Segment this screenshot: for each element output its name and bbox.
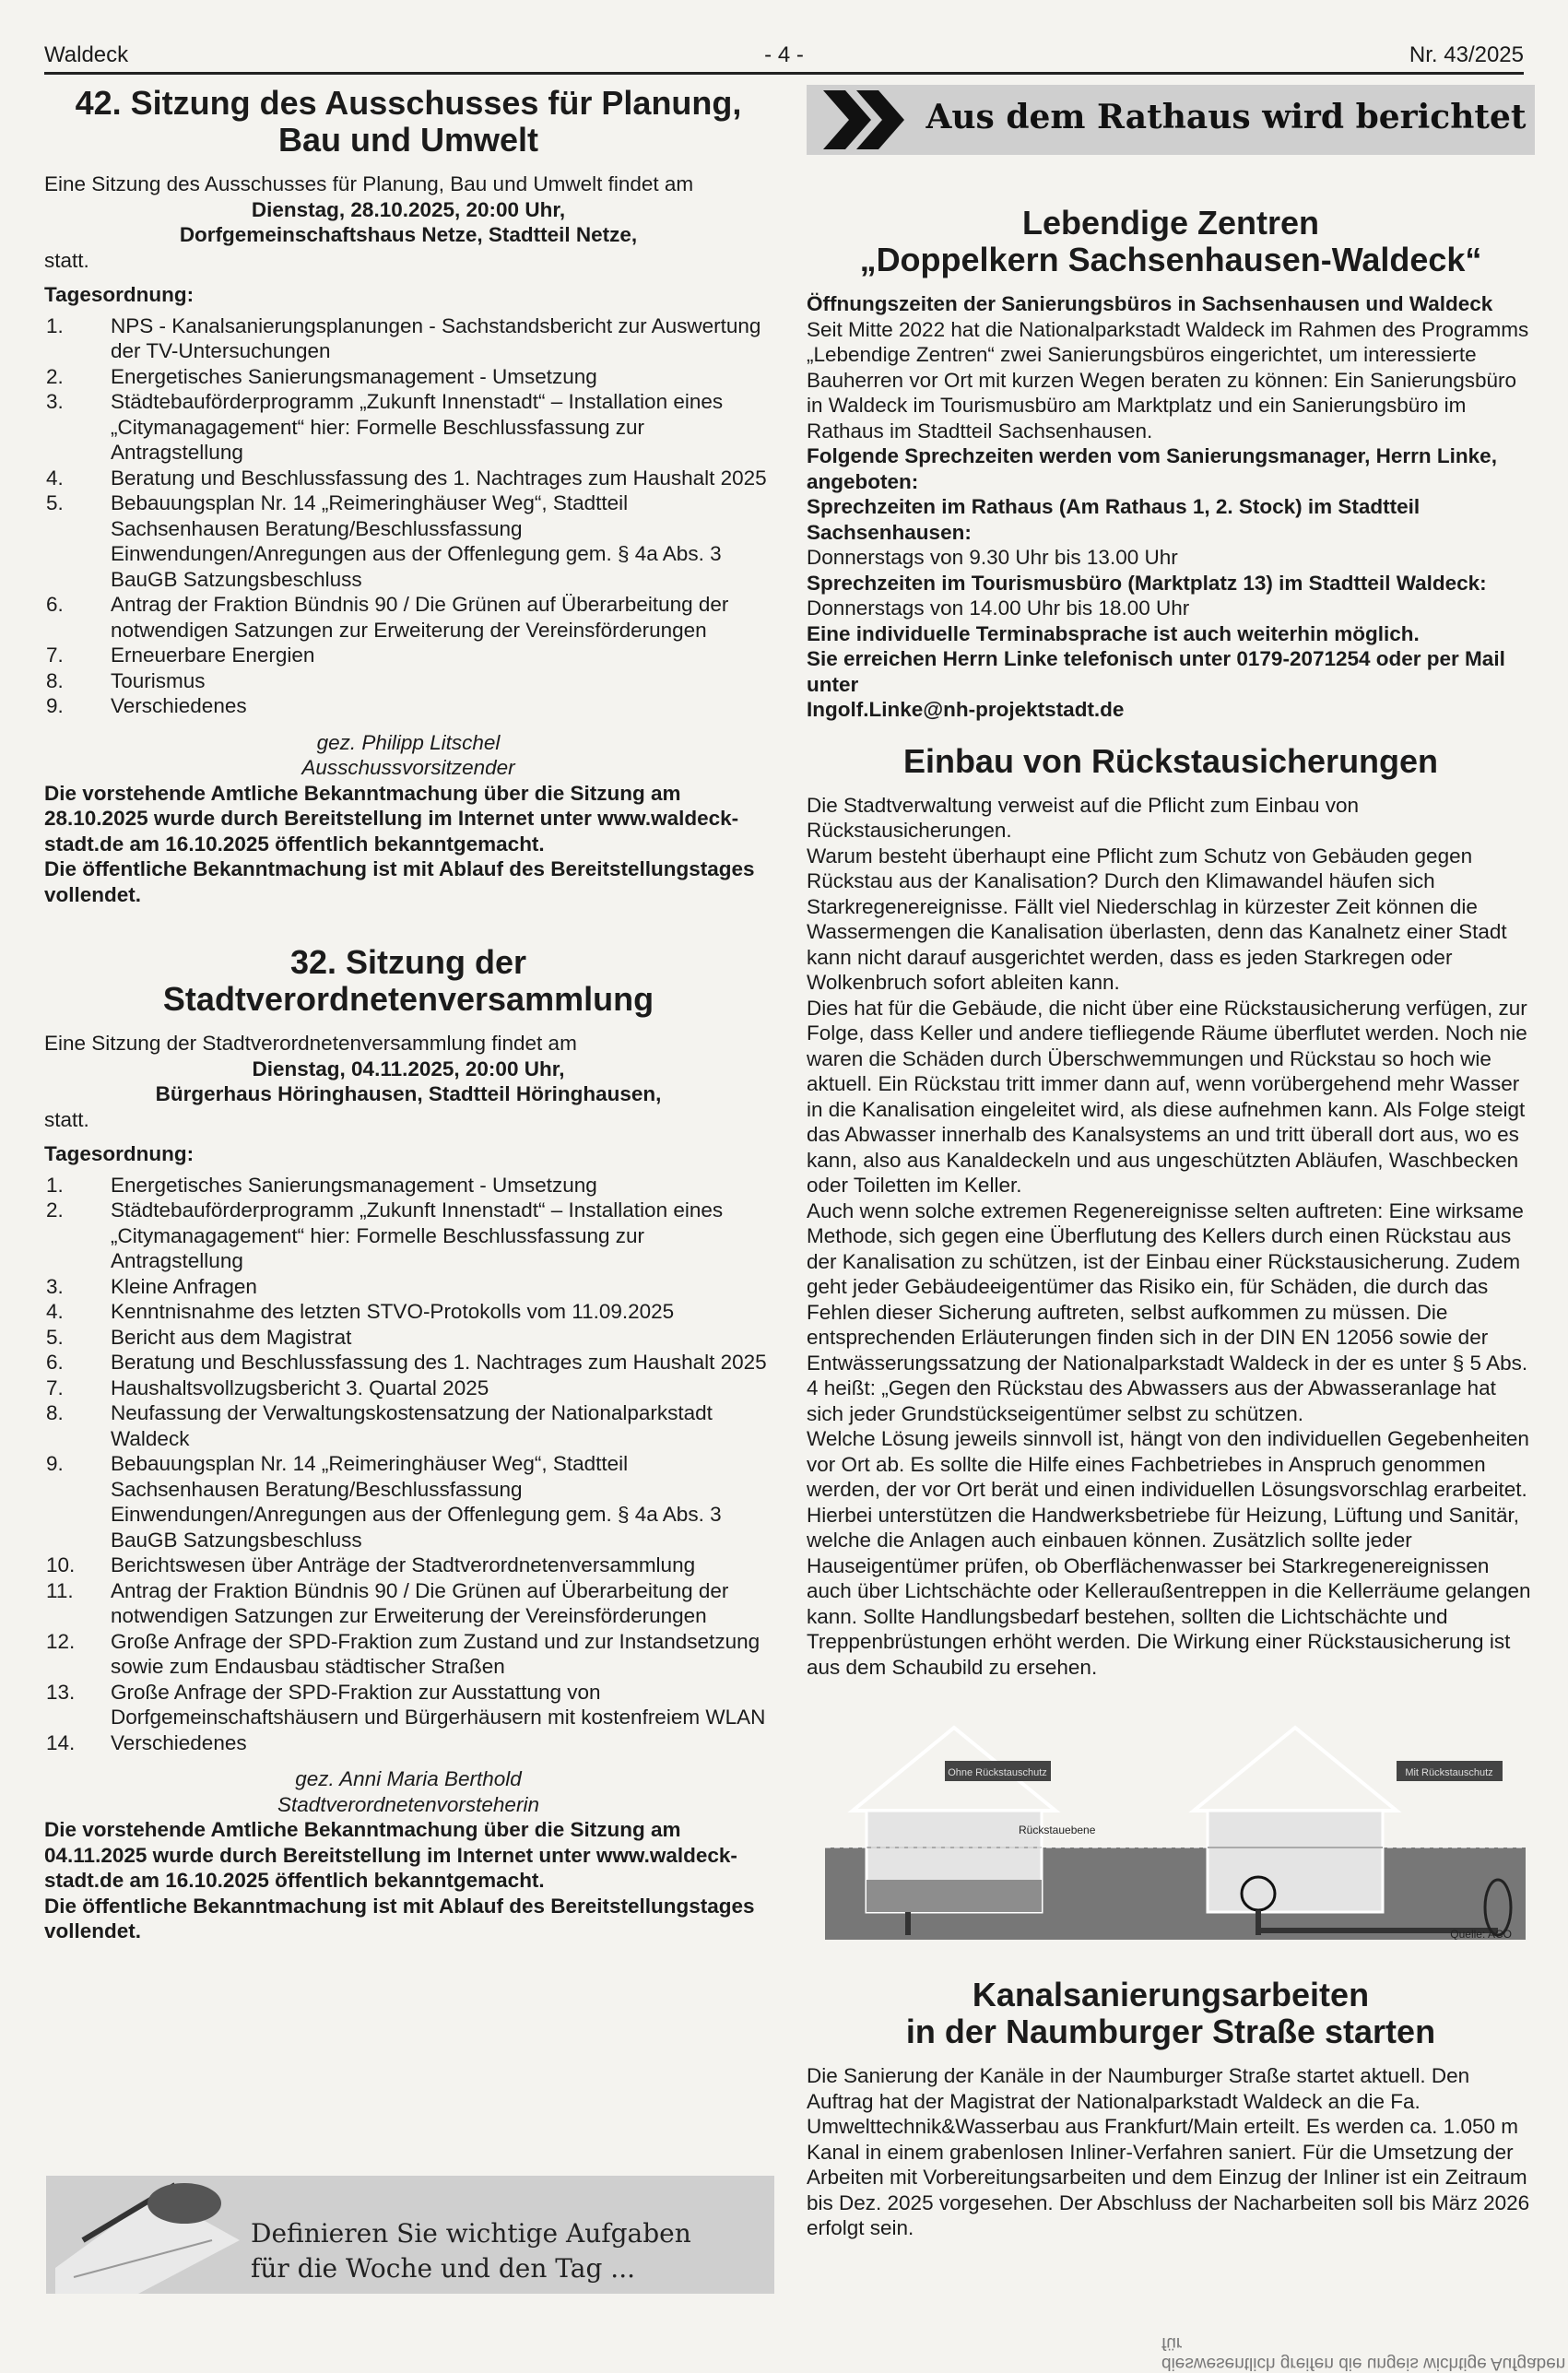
agenda-number: 3. [46, 1274, 64, 1298]
double-chevron-icon [814, 85, 915, 155]
agenda-number: 2. [46, 1198, 64, 1222]
a3-title-line1: Kanalsanierungsarbeiten [972, 1976, 1370, 2013]
agenda-number: 4. [46, 1300, 64, 1323]
ad-text [251, 2216, 691, 2286]
agenda-item [44, 313, 772, 364]
agenda-item [44, 1350, 772, 1375]
agenda-number: 14. [46, 1730, 76, 1754]
banner-title: Aus dem Rathaus wird berichtet [925, 98, 1527, 136]
s1-notice: Die vorstehende Amtliche Bekanntmachung über die Sitzung am 28.10.2025 wurde durch Bereitstellung im Internet unter www.waldeck-stadt.de am 16.10.2025 öffentlich bekanntgemacht. [44, 781, 739, 856]
a1-sub: Öffnungszeiten der Sanierungsbüros in Sachsenhausen und Waldeck [807, 292, 1493, 315]
agenda-number: 9. [46, 694, 64, 717]
agenda-text: Städtebauförderprogramm „Zukunft Innenstadt“ – Installation eines „Citymanagagement“ hier: Formelle Beschlussfassung zur Antragstellung [111, 1198, 724, 1272]
agenda-text: Bericht aus dem Magistrat [111, 1325, 352, 1349]
agenda-number: 8. [46, 668, 64, 692]
agenda-number: 2. [46, 364, 64, 388]
a1-b1: Folgende Sprechzeiten werden vom Sanierungsmanager, Herrn Linke, angeboten: [807, 444, 1497, 493]
pen-hand-icon [46, 2176, 249, 2294]
agenda-number: 10. [46, 1553, 76, 1576]
s2-title [44, 944, 772, 1018]
agenda-item [44, 1400, 772, 1451]
agenda-item [44, 592, 772, 643]
agenda-item [44, 1552, 772, 1578]
a3-p1: Die Sanierung der Kanäle in der Naumburger Straße startet aktuell. Den Auftrag hat der Magistrat der Nationalparkstadt Waldeck an die Fa. Umwelttechnik&Wasserbau aus Frankfurt/Main erteilt. Es werden ca. 1.050 m Kanal in einem grabenlosen Inliner-Verfahren saniert. Für die Umsetzung der Arbeiten mit Vorbereitungsarbeiten und dem Einzug der Inliner ist ein Zeitraum bis Dez. 2025 vorgesehen. Der Abschluss der Nacharbeiten soll bis März 2026 erfolgt sein. [807, 2064, 1530, 2239]
s1-title [44, 85, 772, 159]
a1-email: Ingolf.Linke@nh-projektstadt.de [807, 698, 1125, 721]
s2-title-line1: 32. Sitzung der [289, 943, 527, 981]
agenda-text: Berichtswesen über Anträge der Stadtverordnetenversammlung [111, 1553, 696, 1576]
agenda-text: Energetisches Sanierungsmanagement - Umsetzung [111, 1173, 597, 1197]
agenda-number: 5. [46, 491, 64, 514]
agenda-text: Beratung und Beschlussfassung des 1. Nachtrages zum Haushalt 2025 [111, 1351, 767, 1374]
s2-sign-role: Stadtverordnetenvorsteherin [277, 1792, 539, 1816]
s2-statt: statt. [44, 1107, 89, 1131]
a1-b5: Sie erreichen Herrn Linke telefonisch unter 0179-2071254 oder per Mail unter [807, 647, 1505, 696]
s2-title-line2: Stadtverordnetenversammlung [162, 980, 654, 1018]
a1-title-line2: „Doppelkern Sachsenhausen-Waldeck“ [859, 241, 1482, 278]
agenda-item [44, 1173, 772, 1198]
agenda-item [44, 466, 772, 491]
header-rule [44, 72, 1524, 75]
s1-intro: Eine Sitzung des Ausschusses für Planung, Bau und Umwelt findet am [44, 172, 694, 195]
agenda-number: 9. [46, 1452, 64, 1475]
agenda-text: Kenntnisnahme des letzten STVO-Protokolls vom 11.09.2025 [111, 1300, 675, 1323]
agenda-text: Antrag der Fraktion Bündnis 90 / Die Grünen auf Überarbeitung der notwendigen Satzungen zur Erweiterung der Vereinsförderungen [111, 593, 729, 642]
agenda-text: Verschiedenes [111, 694, 247, 717]
a1-p1: Seit Mitte 2022 hat die Nationalparkstadt Waldeck im Rahmen des Programms „Lebendige Zentren“ zwei Sanierungsbüros eingerichtet, um interessierte Bauherren vor Ort mit kurzen Wegen beraten zu können: Ein Sanierungsbüro in Waldeck im Tourismusbüro am Marktplatz und ein Sanierungsbüro im Rathaus im Stadtteil Sachsenhausen. [807, 317, 1529, 443]
s1-sign-name: gez. Philipp Litschel [316, 730, 501, 754]
agenda-item [44, 1325, 772, 1351]
issue-number: Nr. 43/2025 [1409, 42, 1524, 67]
agenda-text: Verschiedenes [111, 1730, 247, 1754]
agenda-text: NPS - Kanalsanierungsplanungen - Sachstandsbericht zur Auswertung der TV-Untersuchungen [111, 313, 761, 362]
agenda-item [44, 1680, 772, 1730]
s1-place: Dorfgemeinschaftshaus Netze, Stadtteil Netze, [179, 223, 638, 246]
fig-source: Quelle: ACO [1450, 1928, 1512, 1940]
bleed-through-text: dieswesentlich greifen die ungeis wichtige Aufgaben für [1161, 2333, 1566, 2373]
a2-p1: Die Stadtverwaltung verweist auf die Pflicht zum Einbau von Rückstausicherungen. [807, 793, 1360, 842]
agenda-item [44, 490, 772, 592]
agenda-number: 11. [46, 1578, 74, 1602]
a2-p4: Auch wenn solche extremen Regenereignisse selten auftreten: Eine wirksame Methode, sich gegen eine Überflutung des Kellers durch einen Rückstau aus der Kanalisation zu schützen, ist der Einbau einer Rückstausicherung. Zudem geht jeder Gebäudeeigentümer das Risiko ein, für Schäden, die durch das Fehlen dieser Sicherung auftreten, selbst aufkommen zu müssen. Die entsprechenden Erläuterungen finden sich in der DIN EN 12056 sowie der Entwässerungssatzung der Nationalparkstadt Waldeck in der es unter § 5 Abs. 4 heißt: „Gegen den Rückstau des Abwassers aus der Abwasseranlage hat sich jeder Grundstückseigentümer selbst zu schützen. [807, 1198, 1528, 1425]
s1-notice2: Die öffentliche Bekanntmachung ist mit Ablauf des Bereitstellungstages vollendet. [44, 857, 755, 906]
agenda-item [44, 1375, 772, 1401]
agenda-number: 1. [46, 313, 64, 337]
a2-p3: Dies hat für die Gebäude, die nicht über eine Rückstausicherung verfügen, zur Folge, dass Keller und andere tiefliegende Räume überflutet werden. Noch nie waren die Schäden durch Überschwemmungen und Rückstau so hoch wie aktuell. Ein Rückstau tritt immer dann auf, wenn vorübergehend mehr Wasser in die Kanalisation eingeleitet wird, als diese aufnehmen kann. Als Folge steigt das Abwasser innerhalb des Kanalsystems an und tritt überall dort aus, wo es kann, also aus Kanaldeckeln und aus ungeschützten Abläufen, Waschbecken oder Toiletten im Keller. [807, 996, 1527, 1197]
agenda-item [44, 389, 772, 466]
s1-date: Dienstag, 28.10.2025, 20:00 Uhr, [251, 197, 566, 221]
left-column [44, 85, 772, 1944]
agenda-text: Tourismus [111, 668, 206, 692]
agenda-text: Große Anfrage der SPD-Fraktion zur Ausstattung von Dorfgemeinschaftshäusern und Bürgerhäusern mit kostenfreiem WLAN [111, 1680, 766, 1729]
ad-line2: für die Woche und den Tag ... [251, 2253, 635, 2284]
s2-notice: Die vorstehende Amtliche Bekanntmachung über die Sitzung am 04.11.2025 wurde durch Bereitstellung im Internet unter www.waldeck-stadt.de am 16.10.2025 öffentlich bekanntgemacht. [44, 1818, 737, 1892]
a3-title [807, 1977, 1535, 2050]
s2-place: Bürgerhaus Höringhausen, Stadtteil Höringhausen, [155, 1082, 662, 1105]
agenda-number: 6. [46, 1351, 64, 1374]
s1-title-line1: 42. Sitzung des Ausschusses für Planung, [75, 84, 742, 122]
a1-title-line1: Lebendige Zentren [1021, 204, 1320, 242]
agenda-text: Haushaltsvollzugsbericht 3. Quartal 2025 [111, 1375, 489, 1399]
fig-label-left: Ohne Rückstauschutz [948, 1767, 1047, 1778]
agenda-item [44, 1299, 772, 1325]
s2-agenda-label: Tagesordnung: [44, 1142, 195, 1165]
agenda-item [44, 1578, 772, 1629]
right-column [807, 85, 1535, 2241]
s1-agenda-label: Tagesordnung: [44, 283, 195, 306]
agenda-number: 6. [46, 593, 64, 616]
s1-statt: statt. [44, 248, 89, 272]
agenda-text: Beratung und Beschlussfassung des 1. Nachtrages zum Haushalt 2025 [111, 466, 767, 490]
agenda-number: 7. [46, 643, 64, 667]
header-section: Waldeck [44, 42, 129, 67]
agenda-text: Bebauungsplan Nr. 14 „Reimeringhäuser Weg“, Stadtteil Sachsenhausen Beratung/Beschlussfassung Einwendungen/Anregungen aus der Offenlegung gem. § 4a Abs. 3 BauGB Satzungsbeschluss [111, 491, 722, 591]
agenda-text: Antrag der Fraktion Bündnis 90 / Die Grünen auf Überarbeitung der notwendigen Satzungen zur Erweiterung der Vereinsförderungen [111, 1578, 729, 1627]
s2-agenda [44, 1173, 772, 1756]
agenda-item [44, 364, 772, 390]
s2-date: Dienstag, 04.11.2025, 20:00 Uhr, [252, 1057, 565, 1080]
agenda-text: Bebauungsplan Nr. 14 „Reimeringhäuser Weg“, Stadtteil Sachsenhausen Beratung/Beschlussfassung Einwendungen/Anregungen aus der Offenlegung gem. § 4a Abs. 3 BauGB Satzungsbeschluss [111, 1452, 722, 1552]
fig-level-label: Rückstauebene [1019, 1824, 1096, 1836]
a1-b2: Sprechzeiten im Rathaus (Am Rathaus 1, 2. Stock) im Stadtteil Sachsenhausen: [807, 495, 1421, 544]
agenda-item [44, 668, 772, 694]
agenda-number: 12. [46, 1629, 76, 1653]
agenda-item [44, 1198, 772, 1274]
a2-p5: Welche Lösung jeweils sinnvoll ist, hängt von den individuellen Gegebenheiten vor Ort ab. Es sollte die Hilfe eines Fachbetriebes in Anspruch genommen werden, der vor Ort berät und einen individuellen Lösungsvorschlag erarbeitet. Hierbei unterstützen die Handwerksbetriebe für Heizung, Lüftung und Sanitär, welche die Anlagen auch einbauen können. Zusätzlich sollte jeder Hauseigentümer prüfen, ob Oberflächenwasser bei Starkregenereignissen auch über Lichtschächte oder Kelleraußentreppen in die Kellerräume gelangen kann. Sollte Handlungsbedarf bestehen, sollten die Lichtschächte und Treppenbrüstungen erhöht werden. Die Wirkung einer Rückstausicherung ist aus dem Schaubild zu ersehen. [807, 1427, 1531, 1679]
agenda-text: Städtebauförderprogramm „Zukunft Innenstadt“ – Installation eines „Citymanagagement“ hier: Formelle Beschlussfassung zur Antragstellung [111, 390, 724, 464]
agenda-item [44, 1629, 772, 1680]
agenda-text: Erneuerbare Energien [111, 643, 315, 667]
a1-b4: Eine individuelle Terminabsprache ist auch weiterhin möglich. [807, 621, 1420, 645]
agenda-number: 7. [46, 1375, 64, 1399]
page-number: - 4 - [764, 42, 804, 67]
s1-agenda [44, 313, 772, 719]
a2-p2: Warum besteht überhaupt eine Pflicht zum Schutz von Gebäuden gegen Rückstau aus der Kanalisation? Durch den Klimawandel häufen sich Starkregenereignisse. Fällt viel Niederschlag in kürzester Zeit können die Wassermengen die Kanalisation überlasten, denn das Kanalnetz einer Stadt kann nicht darauf ausgerichtet werden, dass es jeden Starkregen oder Wolkenbruch sofort ableiten kann. [807, 844, 1507, 994]
s2-sign-name: gez. Anni Maria Berthold [295, 1767, 522, 1790]
page-header [44, 39, 1524, 70]
a1-title [807, 205, 1535, 278]
agenda-text: Energetisches Sanierungsmanagement - Umsetzung [111, 364, 597, 388]
backflow-illustration [825, 1709, 1526, 1940]
agenda-number: 13. [46, 1680, 76, 1704]
a1-t1: Donnerstags von 9.30 Uhr bis 13.00 Uhr [807, 546, 1178, 569]
s1-sign-role: Ausschussvorsitzender [301, 756, 515, 779]
a2-title: Einbau von Rückstausicherungen [902, 741, 1439, 780]
ad-line1: Definieren Sie wichtige Aufgaben [251, 2218, 691, 2249]
fig-label-right: Mit Rückstauschutz [1405, 1767, 1493, 1778]
agenda-number: 3. [46, 390, 64, 413]
agenda-text: Kleine Anfragen [111, 1274, 257, 1298]
agenda-item [44, 1730, 772, 1756]
agenda-item [44, 693, 772, 719]
s1-title-line2: Bau und Umwelt [277, 121, 538, 159]
agenda-text: Neufassung der Verwaltungskostensatzung der Nationalparkstadt Waldeck [111, 1401, 713, 1450]
backflow-diagram [825, 1709, 1526, 1940]
a1-t2: Donnerstags von 14.00 Uhr bis 18.00 Uhr [807, 596, 1190, 620]
agenda-text: Große Anfrage der SPD-Fraktion zum Zustand und zur Instandsetzung sowie zum Endausbau städtischer Straßen [111, 1629, 760, 1678]
agenda-item [44, 1451, 772, 1552]
a1-b3: Sprechzeiten im Tourismusbüro (Marktplatz 13) im Stadtteil Waldeck: [807, 571, 1487, 595]
agenda-number: 4. [46, 466, 64, 490]
s2-intro: Eine Sitzung der Stadtverordnetenversammlung findet am [44, 1032, 577, 1055]
agenda-number: 5. [46, 1325, 64, 1349]
agenda-item [44, 1274, 772, 1300]
agenda-number: 1. [46, 1173, 64, 1197]
planner-ad [46, 2176, 774, 2294]
agenda-number: 8. [46, 1401, 64, 1424]
agenda-item [44, 643, 772, 668]
a3-title-line2: in der Naumburger Straße starten [905, 2013, 1436, 2050]
s2-notice2: Die öffentliche Bekanntmachung ist mit Ablauf des Bereitstellungstages vollendet. [44, 1894, 755, 1942]
rathaus-banner [807, 85, 1535, 155]
